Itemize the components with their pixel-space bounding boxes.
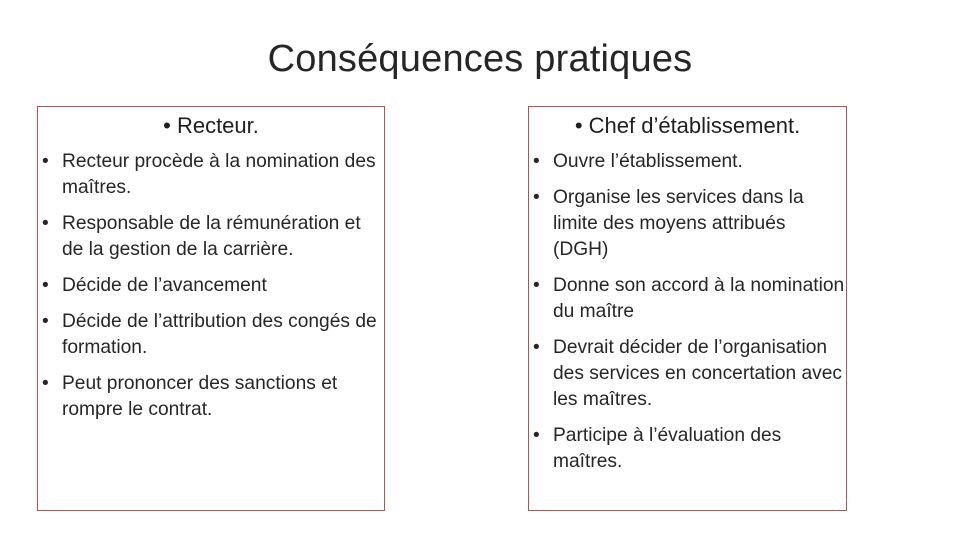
list-item-text: Décide de l’attribution des congés de formation.	[62, 311, 377, 358]
bullet-icon: •	[533, 275, 540, 296]
list-item-text: Ouvre l’établissement.	[553, 151, 743, 172]
list-item-text: Décide de l’avancement	[62, 275, 267, 296]
list-item	[38, 309, 384, 361]
bullet-icon: •	[533, 337, 540, 358]
list-item	[529, 335, 846, 413]
chef-etablissement-list	[529, 149, 846, 485]
list-item	[38, 371, 384, 423]
list-item-text: Peut prononcer des sanctions et rompre le contrat.	[62, 373, 338, 420]
list-item-text: Responsable de la rémunération et de la gestion de la carrière.	[62, 213, 361, 260]
list-item	[529, 423, 846, 475]
bullet-icon: •	[42, 275, 49, 296]
chef-etablissement-header: • Chef d’établissement.	[574, 113, 801, 138]
bullet-icon: •	[42, 213, 49, 234]
bullet-icon: •	[533, 187, 540, 208]
list-item-text: Recteur procède à la nomination des maîtres.	[62, 151, 376, 198]
list-item-text: Donne son accord à la nomination du maître	[553, 275, 845, 322]
list-item-text: Participe à l’évaluation des maîtres.	[553, 425, 782, 472]
list-item-text: Devrait décider de l’organisation des services en concertation avec les maîtres.	[553, 337, 843, 410]
list-item	[529, 149, 846, 175]
list-item	[529, 185, 846, 263]
recteur-list	[38, 149, 384, 433]
list-item-text: Organise les services dans la limite des moyens attribués (DGH)	[553, 187, 804, 260]
bullet-icon: •	[42, 311, 49, 332]
bullet-icon: •	[533, 151, 540, 172]
list-item	[38, 211, 384, 263]
list-item	[529, 273, 846, 325]
bullet-icon: •	[533, 425, 540, 446]
bullet-icon: •	[42, 373, 49, 394]
recteur-header: • Recteur.	[163, 113, 259, 138]
chef-etablissement-panel	[528, 106, 847, 511]
recteur-panel	[37, 106, 385, 511]
list-item	[38, 273, 384, 299]
list-item	[38, 149, 384, 201]
slide-title: Conséquences pratiques	[267, 38, 693, 80]
bullet-icon: •	[42, 151, 49, 172]
